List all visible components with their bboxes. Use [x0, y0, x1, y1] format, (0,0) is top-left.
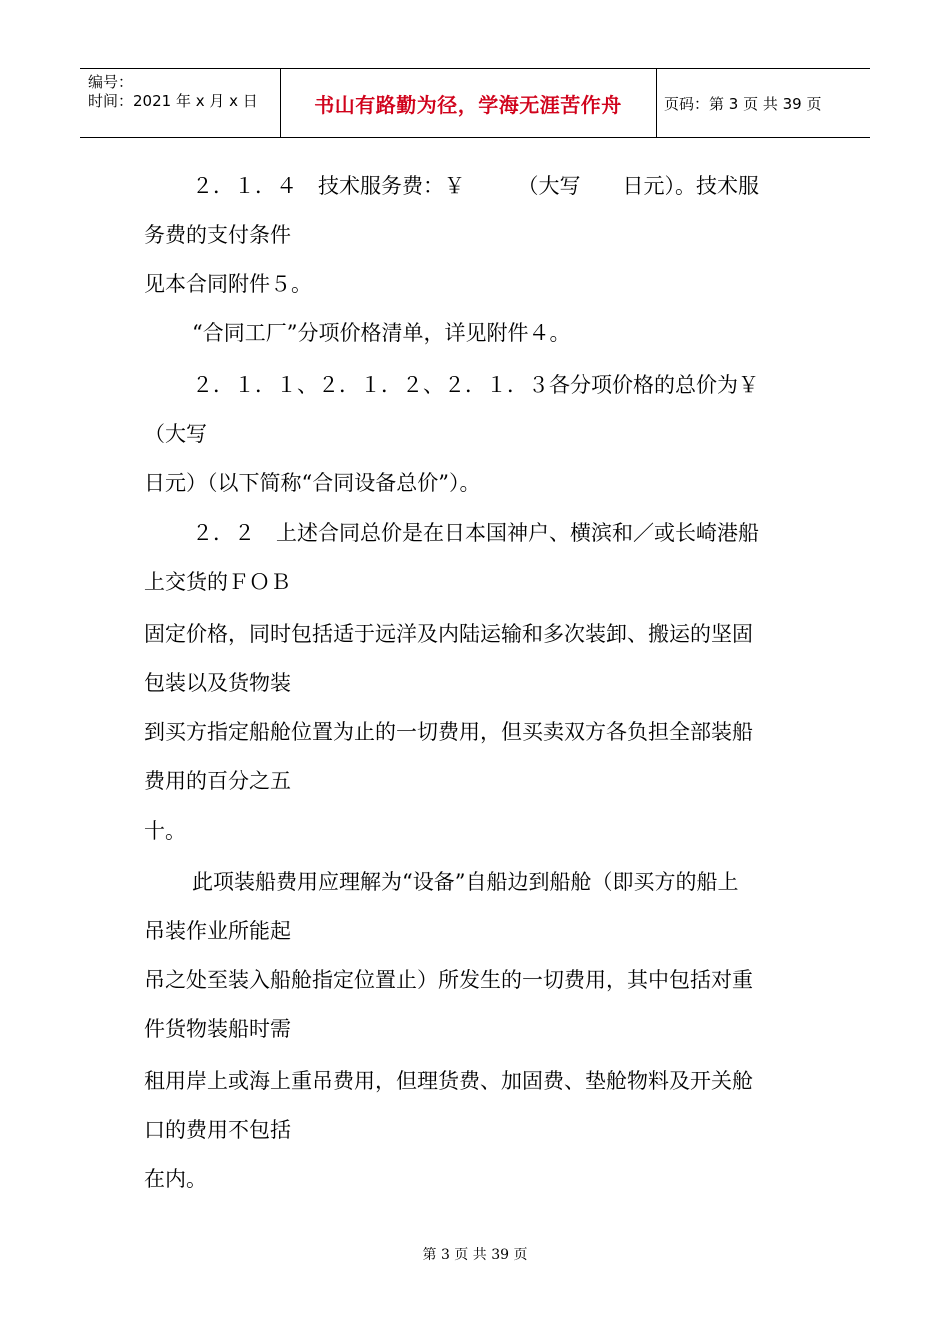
document-number-label: 编号： — [88, 73, 134, 91]
body-line: “合同工厂”分项价格清单，详见附件４。 — [192, 321, 571, 345]
body-line: 租用岸上或海上重吊费用，但理货费、加固费、垫舱物料及开关舱 — [144, 1069, 753, 1093]
body-line: 固定价格，同时包括适于远洋及内陆运输和多次装卸、搬运的坚固 — [144, 622, 753, 646]
header-divider — [280, 69, 281, 137]
body-line: 吊装作业所能起 — [144, 919, 291, 943]
body-line: 包装以及货物装 — [144, 671, 291, 695]
body-line: 在内。 — [144, 1167, 207, 1191]
body-line: 此项装船费用应理解为“设备”自船边到船舱（即买方的船上 — [192, 870, 739, 894]
document-date: 时间：2021 年 x 月 x 日 — [88, 92, 258, 110]
body-line: 件货物装船时需 — [144, 1017, 291, 1041]
header-motto: 书山有路勤为径，学海无涯苦作舟 — [314, 92, 622, 117]
document-header — [80, 68, 870, 138]
body-line: 十。 — [144, 819, 186, 843]
body-line: 吊之处至装入船舱指定位置止）所发生的一切费用，其中包括对重 — [144, 968, 753, 992]
header-page-info: 页码：第 3 页 共 39 页 — [664, 94, 822, 113]
header-divider — [656, 69, 657, 137]
body-line: （大写 — [144, 422, 207, 446]
page-footer: 第 3 页 共 39 页 — [422, 1247, 528, 1263]
body-line: 日元）（以下简称“合同设备总价”）。 — [144, 471, 481, 495]
body-line: 到买方指定船舱位置为止的一切费用，但买卖双方各负担全部装船 — [144, 720, 753, 744]
body-line: 务费的支付条件 — [144, 223, 291, 247]
body-line: 口的费用不包括 — [144, 1118, 291, 1142]
body-line: 费用的百分之五 — [144, 769, 291, 793]
body-line: ２．１．４ 技术服务费：￥ （大写 日元）。技术服 — [192, 174, 759, 198]
header-meta — [88, 73, 278, 111]
body-line: 见本合同附件５。 — [144, 272, 312, 296]
body-line: ２．２ 上述合同总价是在日本国神户、横滨和／或长崎港船 — [192, 521, 759, 545]
body-line: 上交货的ＦＯＢ — [144, 570, 291, 594]
body-line: ２．１．１、２．１．２、２．１．３各分项价格的总价为￥ — [192, 373, 759, 397]
